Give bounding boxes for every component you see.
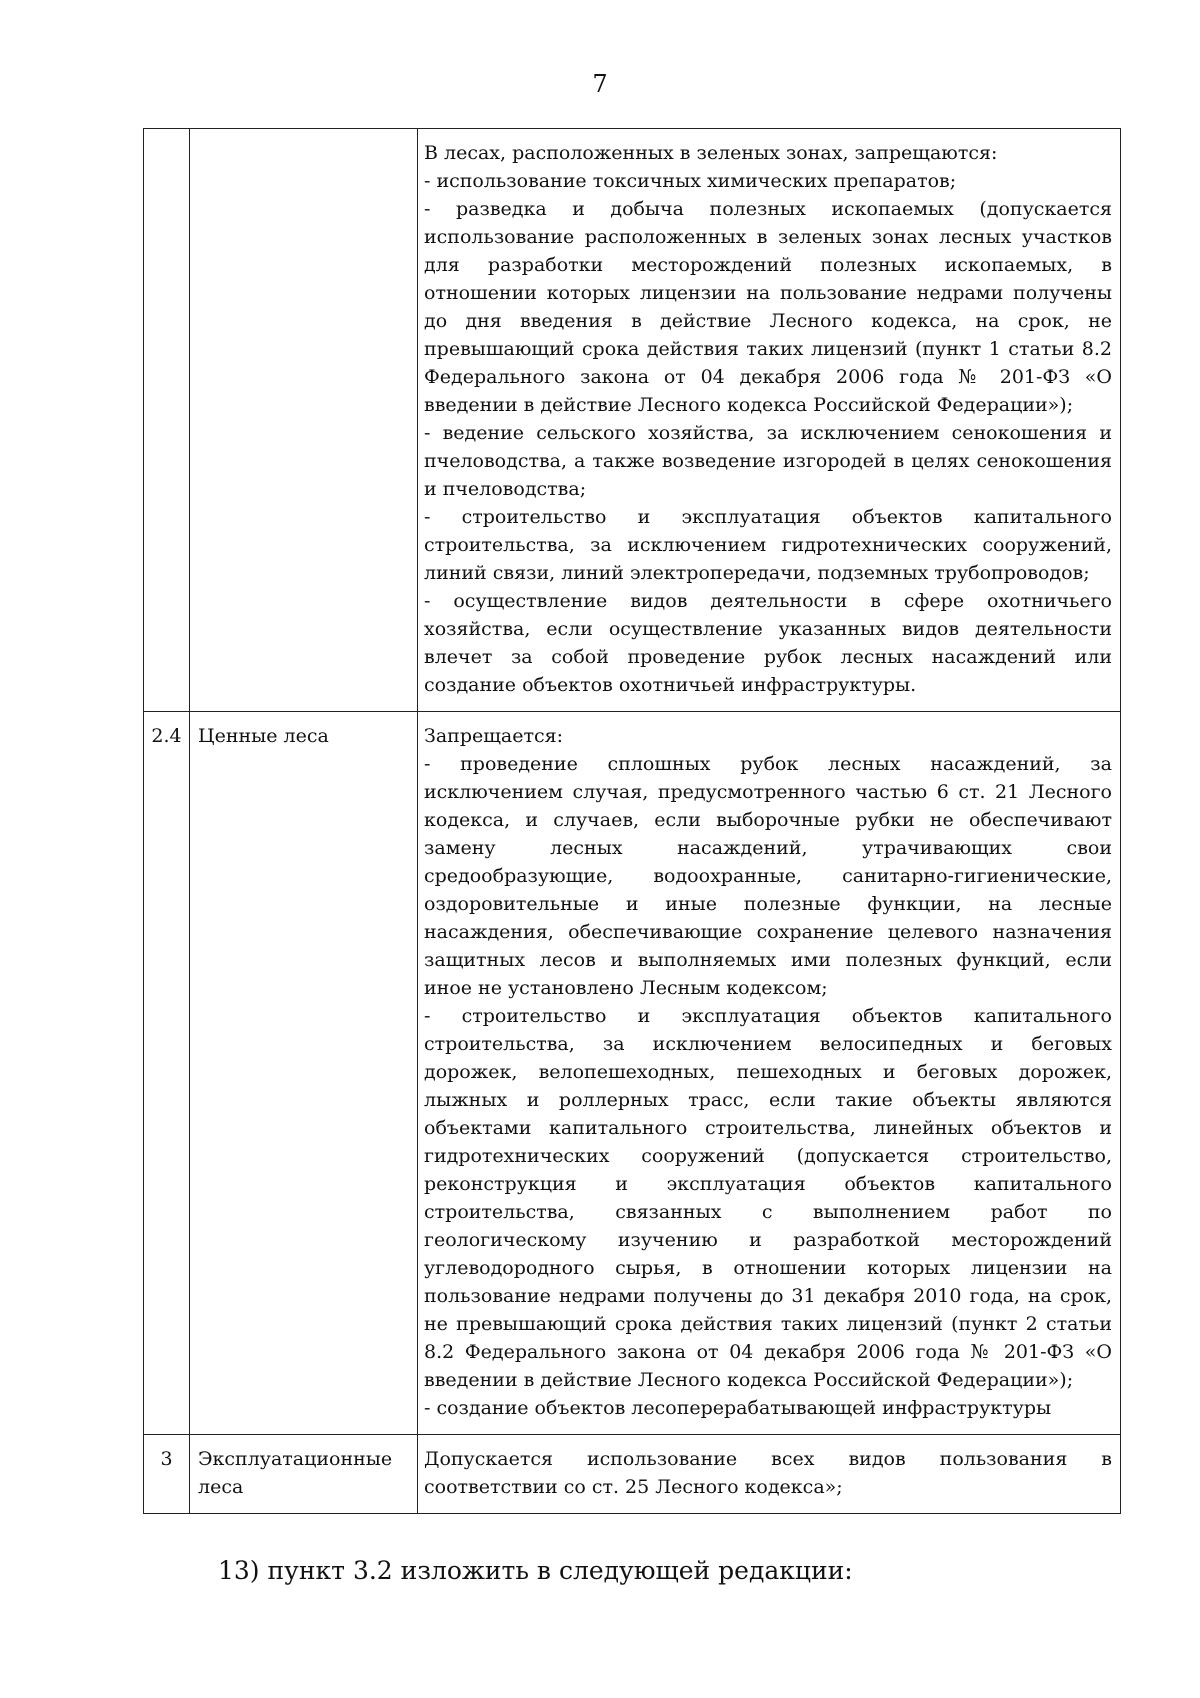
forest-category-cell — [190, 129, 418, 712]
category-line: Ценные леса — [198, 725, 329, 747]
regulation-text-line: исключением случая, предусмотренного частью 6 ст. 21 Лесного — [424, 781, 1112, 803]
regulation-text-line: кодекса, и случаев, если выборочные рубки не обеспечивают — [424, 809, 1112, 831]
regulation-text-line: создание объектов охотничьей инфраструктуры. — [424, 674, 917, 696]
regulation-text-line: - создание объектов лесоперерабатывающей инфраструктуры — [424, 1397, 1052, 1419]
regulation-text-line: замену лесных насаждений, утрачивающих свои — [424, 837, 1112, 859]
regulation-text-line: защитных лесов и выполняемых ими полезных функций, если — [424, 949, 1112, 971]
regulation-text-line: соответствии со ст. 25 Лесного кодекса»; — [424, 1476, 843, 1498]
forest-regulations-table — [143, 128, 1121, 1514]
regulation-text-line: лыжных и роллерных трасс, если такие объекты являются — [424, 1089, 1112, 1111]
row-number-cell — [144, 129, 190, 712]
page-number: 7 — [592, 70, 608, 98]
regulation-text-line: использование расположенных в зеленых зонах лесных участков — [424, 226, 1112, 248]
regulation-text-line: пчеловодства, а также возведение изгородей в целях сенокошения — [424, 450, 1112, 472]
regulation-text-line: строительства, за исключением гидротехнических сооружений, — [424, 534, 1112, 556]
regulation-text-line: Допускается использование всех видов пользования в — [424, 1448, 1112, 1470]
regulation-text-line: пользование недрами получены до 31 декабря 2010 года, на срок, — [424, 1285, 1112, 1307]
regulation-text-line: иное не установлено Лесным кодексом; — [424, 977, 828, 999]
regulation-text-line: - осуществление видов деятельности в сфере охотничьего — [424, 590, 1112, 612]
table-body — [144, 129, 1121, 1514]
regulation-text-line: - строительство и эксплуатация объектов капитального — [424, 1005, 1112, 1027]
regulation-text-line: объектами капитального строительства, линейных объектов и — [424, 1117, 1112, 1139]
regulation-text-line: введении в действие Лесного кодекса Российской Федерации»); — [424, 1369, 1074, 1391]
regulation-text-line: Запрещается: — [424, 725, 564, 747]
regulation-text-line: - использование токсичных химических препаратов; — [424, 170, 957, 192]
regulation-text-line: насаждения, обеспечивающие сохранение целевого назначения — [424, 921, 1112, 943]
regulation-text-line: - разведка и добыча полезных ископаемых (допускается — [424, 198, 1112, 220]
regulation-text-line: - проведение сплошных рубок лесных насаждений, за — [424, 753, 1112, 775]
row-number-cell: 2.4 — [144, 712, 190, 1435]
regulation-text-line: 8.2 Федерального закона от 04 декабря 2006 года № 201-ФЗ «О — [424, 1341, 1112, 1363]
regulation-text-line: отношении которых лицензии на пользование недрами получены — [424, 282, 1112, 304]
regulation-text-line: углеводородного сырья, в отношении которых лицензии на — [424, 1257, 1112, 1279]
regulation-text-line: В лесах, расположенных в зеленых зонах, запрещаются: — [424, 142, 998, 164]
regulation-text-line: и пчеловодства; — [424, 478, 587, 500]
regulation-text-cell — [418, 129, 1121, 712]
forest-category-cell — [190, 1435, 418, 1514]
regulation-text-line: дорожек, велопешеходных, пешеходных и беговых дорожек, — [424, 1061, 1112, 1083]
regulation-text-line: хозяйства, если осуществление указанных видов деятельности — [424, 618, 1112, 640]
regulation-text-line: не превышающий срока действия таких лицензий (пункт 2 статьи — [424, 1313, 1112, 1335]
row-number-cell: 3 — [144, 1435, 190, 1514]
table-row — [144, 712, 1121, 1435]
regulation-text-line: влечет за собой проведение рубок лесных насаждений или — [424, 646, 1112, 668]
regulation-text-line: гидротехнических сооружений (допускается строительство, — [424, 1145, 1112, 1167]
regulation-text-line: строительства, связанных с выполнением работ по — [424, 1201, 1112, 1223]
regulation-text-line: оздоровительные и иные полезные функции, на лесные — [424, 893, 1112, 915]
regulation-text-line: - строительство и эксплуатация объектов капитального — [424, 506, 1112, 528]
forest-category-cell — [190, 712, 418, 1435]
regulation-text-line: - ведение сельского хозяйства, за исключением сенокошения и — [424, 422, 1112, 444]
category-line: леса — [198, 1476, 244, 1498]
amendment-instruction: 13) пункт 3.2 изложить в следующей редакции: — [218, 1556, 853, 1585]
regulation-text-line: для разработки месторождений полезных ископаемых, в — [424, 254, 1112, 276]
regulation-text-line: реконструкция и эксплуатация объектов капитального — [424, 1173, 1112, 1195]
table-row — [144, 129, 1121, 712]
table-row — [144, 1435, 1121, 1514]
regulation-text-cell — [418, 712, 1121, 1435]
regulation-text-line: до дня введения в действие Лесного кодекса, на срок, не — [424, 310, 1112, 332]
regulation-text-cell — [418, 1435, 1121, 1514]
regulation-text-line: введении в действие Лесного кодекса Российской Федерации»); — [424, 394, 1074, 416]
regulation-text-line: линий связи, линий электропередачи, подземных трубопроводов; — [424, 562, 1090, 584]
regulation-text-line: строительства, за исключением велосипедных и беговых — [424, 1033, 1112, 1055]
regulation-text-line: геологическому изучению и разработкой месторождений — [424, 1229, 1112, 1251]
regulation-text-line: превышающий срока действия таких лицензий (пункт 1 статьи 8.2 — [424, 338, 1112, 360]
category-line: Эксплуатационные — [198, 1448, 393, 1470]
regulation-text-line: Федерального закона от 04 декабря 2006 года № 201-ФЗ «О — [424, 366, 1112, 388]
regulation-text-line: средообразующие, водоохранные, санитарно-гигиенические, — [424, 865, 1112, 887]
